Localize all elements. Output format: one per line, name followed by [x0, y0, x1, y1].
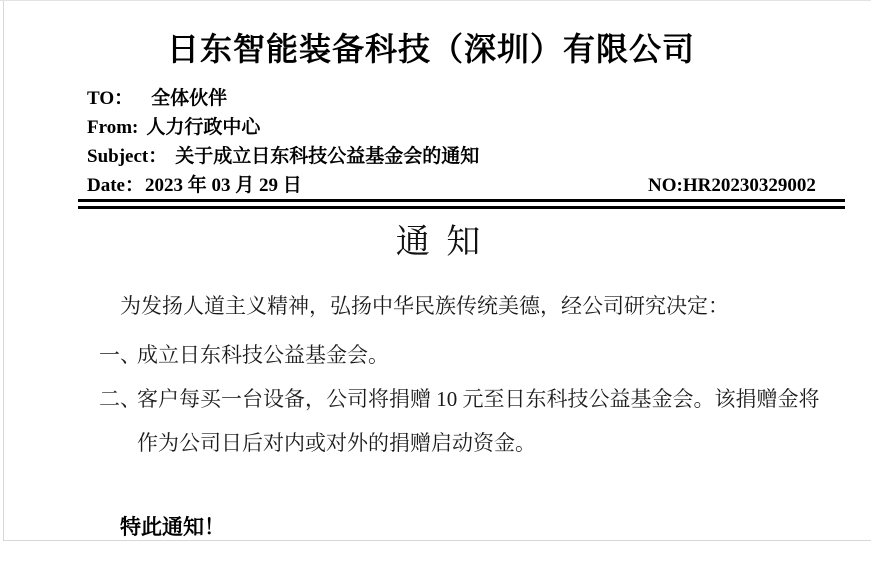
memo-row-subject [87, 145, 479, 169]
memo-row-from [87, 116, 260, 140]
from-label: From: [87, 117, 139, 138]
closing-statement: 特此通知！ [120, 515, 225, 539]
from-value: 人力行政中心 [146, 117, 261, 138]
intro-paragraph: 为发扬人道主义精神，弘扬中华民族传统美德，经公司研究决定： [120, 294, 729, 318]
subject-label: Subject： [87, 146, 168, 167]
date-value: 2023 年 03 月 29 日 [144, 175, 302, 196]
list-item-2 [99, 377, 821, 465]
page-bottom-edge [3, 540, 871, 541]
to-label: TO： [87, 88, 134, 109]
page-top-edge [0, 0, 871, 1]
list-item-2-marker: 二、 [99, 387, 141, 411]
memo-row-to [87, 87, 227, 111]
to-value: 全体伙伴 [151, 88, 228, 109]
list-item-2-text: 客户每买一台设备，公司将捐赠 10 元至日东科技公益基金会。该捐赠金将作为公司日后对内或对外的捐赠启动资金。 [137, 387, 820, 455]
header-divider-line-top [78, 199, 845, 202]
memo-row-date [87, 174, 302, 198]
company-title: 日东智能装备科技（深圳）有限公司 [166, 31, 695, 67]
notice-heading: 通 知 [395, 224, 485, 261]
list-item-1-text: 成立日东科技公益基金会。 [137, 343, 389, 367]
header-divider-line-bottom [78, 206, 845, 209]
document-number: NO:HR20230329002 [648, 175, 816, 196]
list-item-1 [99, 333, 799, 377]
subject-value: 关于成立日东科技公益基金会的通知 [175, 146, 480, 167]
date-label: Date： [87, 175, 144, 196]
list-item-1-marker: 一、 [99, 343, 141, 367]
page-left-edge [3, 1, 4, 541]
